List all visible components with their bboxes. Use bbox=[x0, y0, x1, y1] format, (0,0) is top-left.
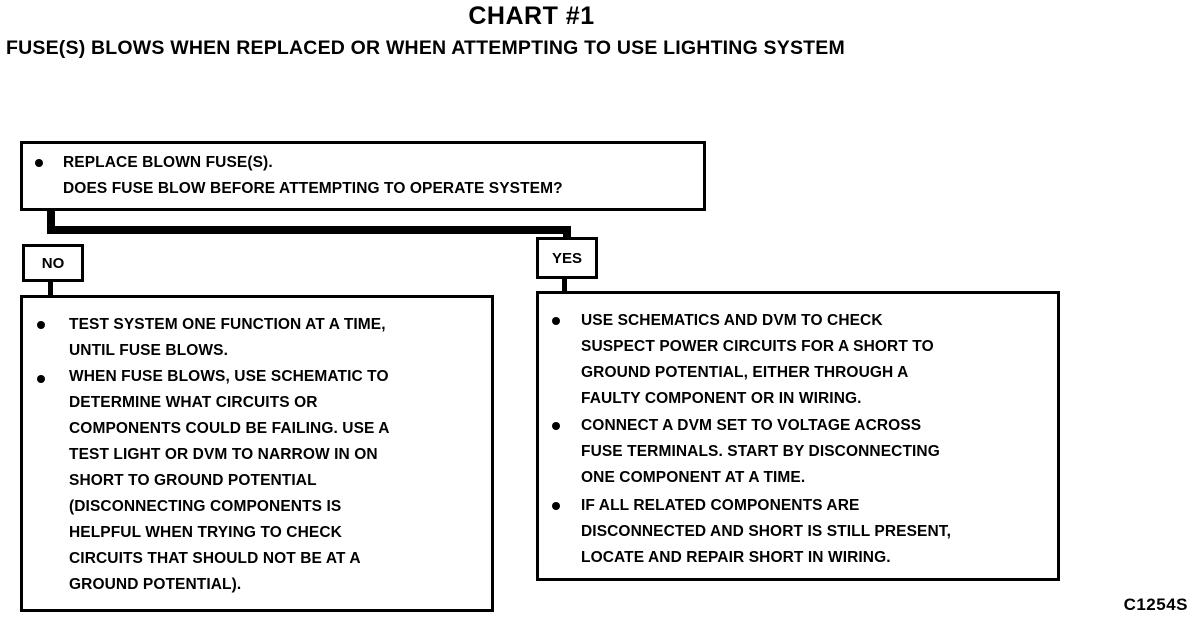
bullet-icon bbox=[37, 321, 45, 329]
bullet-icon bbox=[37, 375, 45, 383]
figure-code: C1254S bbox=[1123, 595, 1188, 614]
chart-title: CHART #1 bbox=[468, 2, 595, 30]
decision-line-2: DOES FUSE BLOW BEFORE ATTEMPTING TO OPERATE SYSTEM? bbox=[63, 180, 563, 197]
bullet-icon bbox=[552, 502, 560, 510]
chart-subtitle: FUSE(S) BLOWS WHEN REPLACED OR WHEN ATTEMPTING TO USE LIGHTING SYSTEM bbox=[6, 37, 845, 59]
connector-horizontal bbox=[47, 226, 571, 234]
yes-item-3: IF ALL RELATED COMPONENTS ARE DISCONNECTED AND SHORT IS STILL PRESENT, LOCATE AND REPAIR SHORT IN WIRING. bbox=[581, 497, 952, 566]
decision-line-1: REPLACE BLOWN FUSE(S). bbox=[63, 154, 273, 171]
no-item-2: WHEN FUSE BLOWS, USE SCHEMATIC TO DETERMINE WHAT CIRCUITS OR COMPONENTS COULD BE FAILING. USE A TEST LIGHT OR DVM TO NARROW IN ON SHORT TO GROUND POTENTIAL (DISCONNECTING COMPONENTS IS HELPFUL WHEN TRYING TO CHECK CIRCUITS THAT SHOULD NOT BE AT A GROUND POTENTIAL). bbox=[69, 368, 390, 593]
decision-box bbox=[20, 141, 706, 211]
no-item-1: TEST SYSTEM ONE FUNCTION AT A TIME, UNTIL FUSE BLOWS. bbox=[69, 316, 386, 359]
yes-item-2: CONNECT A DVM SET TO VOLTAGE ACROSS FUSE TERMINALS. START BY DISCONNECTING ONE COMPONENT AT A TIME. bbox=[581, 417, 940, 486]
no-action-box bbox=[20, 295, 494, 612]
bullet-icon bbox=[552, 422, 560, 430]
bullet-icon bbox=[552, 317, 560, 325]
yes-action-box bbox=[536, 291, 1060, 581]
no-label: NO bbox=[22, 244, 84, 282]
bullet-icon bbox=[35, 159, 43, 167]
yes-label: YES bbox=[536, 237, 598, 279]
yes-item-1: USE SCHEMATICS AND DVM TO CHECK SUSPECT POWER CIRCUITS FOR A SHORT TO GROUND POTENTIAL, EITHER THROUGH A FAULTY COMPONENT OR IN WIRING. bbox=[581, 312, 934, 407]
